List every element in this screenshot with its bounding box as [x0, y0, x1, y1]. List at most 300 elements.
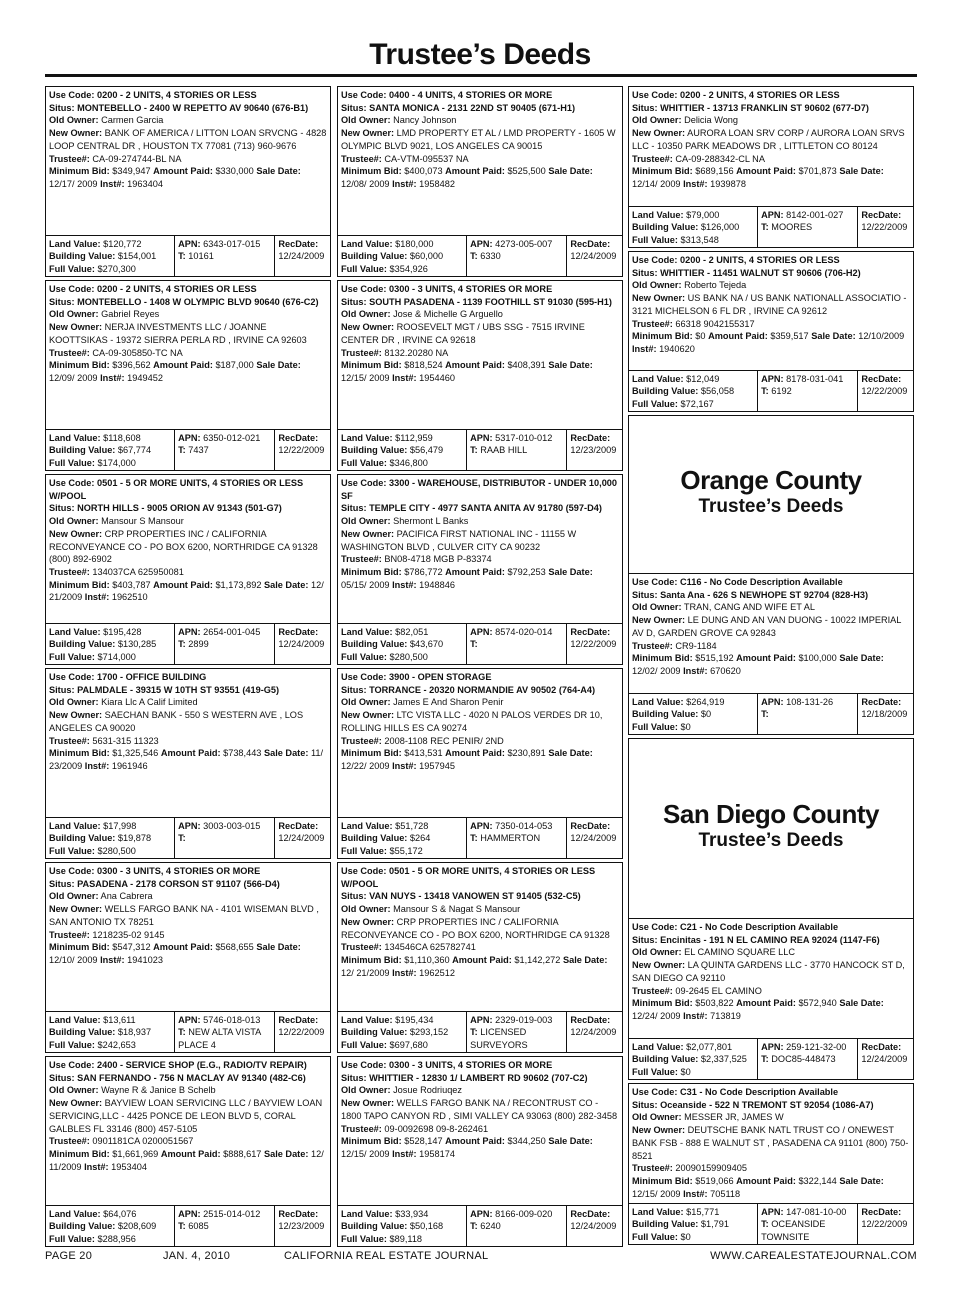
use-code-text: Use Code: 0501 - 5 OR MORE UNITS, 4 STORIES OR LESS W/POOL — [49, 478, 304, 501]
full-value: Full Value: $270,300 — [49, 263, 136, 274]
tract: T: DOC85-448473 — [761, 1054, 836, 1065]
value-cell-recdate — [858, 1204, 913, 1244]
new-owner: New Owner: CRP PROPERTIES INC / CALIFORNIA RECONVEYANCE CO - PO BOX 6200, NORTHRIDGE CA 91328 — [341, 916, 610, 940]
use-code-text: Use Code: 0300 - 3 UNITS, 4 STORIES OR MORE — [49, 866, 261, 876]
full-value-label: Full Value: — [341, 1233, 387, 1244]
situs-text: Situs: Oceanside - 522 N TREMONT ST 92054 (1086-A7) — [632, 1099, 874, 1110]
orange-county-header-subtitle: Trustee’s Deeds — [698, 496, 844, 517]
tract-label: T: — [470, 251, 478, 262]
trustee: Trustee#: 09-0092698 09-8-262461 — [341, 1123, 489, 1134]
full-value-label: Full Value: — [632, 234, 678, 245]
apn: APN: 2329-019-003 — [470, 1015, 553, 1025]
value-cell-apn — [175, 624, 275, 664]
new-owner: New Owner: LE DUNG AND AN VAN DUONG - 10022 IMPERIAL AV D, GARDEN GROVE CA 92843 — [632, 615, 902, 638]
tract: T: NEW ALTA VISTA PLACE 4 — [178, 1027, 261, 1050]
use-code — [341, 283, 619, 296]
value-table — [337, 1205, 623, 1247]
building-value: Building Value: $19,878 — [49, 833, 152, 844]
value-cell-apn — [758, 694, 858, 734]
situs — [341, 502, 619, 515]
amount-paid-label: Amount Paid: — [160, 1148, 221, 1159]
recdate-label: RecDate: — [570, 239, 611, 249]
value-cell-apn — [175, 430, 275, 470]
value-cell-values — [629, 1204, 758, 1244]
recdate-label: RecDate: — [278, 821, 319, 831]
trustee: Trustee#: BN08-4718 MGB P-83374 — [341, 554, 492, 565]
apn-label: APN: — [761, 1207, 784, 1217]
value-cell-recdate — [275, 1206, 330, 1246]
situs-text: Situs: PALMDALE - 39315 W 10TH ST 93551 (419-G5) — [49, 684, 280, 695]
value-table — [628, 206, 914, 248]
trustee-label: Trustee#: — [341, 942, 382, 953]
trustee-label: Trustee#: — [632, 1163, 673, 1174]
value-cell-recdate — [567, 624, 622, 664]
old-owner-label: Old Owner: — [49, 1085, 99, 1096]
old-owner: Old Owner: Roberto Tejeda — [632, 280, 747, 291]
apn: APN: 5317-010-012 — [470, 433, 553, 443]
page-title: Trustee’s Deeds — [369, 38, 591, 71]
san-diego-county-header — [628, 738, 914, 918]
use-code-text: Use Code: 0200 - 2 UNITS, 4 STORIES OR LESS — [632, 255, 840, 265]
building-value: Building Value: $18,937 — [49, 1027, 152, 1038]
full-value: Full Value: $89,118 — [341, 1233, 423, 1244]
use-code — [341, 671, 619, 684]
sale-date-label: Sale Date: — [548, 566, 593, 577]
situs-text: Situs: TEMPLE CITY - 4977 SANTA ANITA AV 91780 (597-D4) — [341, 503, 602, 514]
new-owner: New Owner: NERJA INVESTMENTS LLC / JOANNE KOOTTSIKAS - 19372 SIERRA PERLA RD , IRVINE CA 92603 — [49, 322, 307, 345]
land-value-label: Land Value: — [49, 239, 101, 249]
min-bid-label: Minimum Bid: — [49, 579, 110, 590]
trustee-label: Trustee#: — [49, 347, 90, 358]
apn: APN: 108-131-26 — [761, 697, 834, 707]
use-code — [49, 865, 327, 878]
sale-date-label: Sale Date: — [256, 166, 301, 177]
use-code-text: Use Code: 2400 - SERVICE SHOP (E.G., RADIO/TV REPAIR) — [49, 1060, 307, 1070]
building-value: Building Value: $126,000 — [632, 222, 740, 233]
new-owner-label: New Owner: — [632, 960, 686, 971]
use-code — [49, 671, 327, 684]
tract — [761, 708, 854, 720]
old-owner: Old Owner: EL CAMINO SQUARE LLC — [632, 947, 796, 958]
new-owner: New Owner: LMD PROPERTY ET AL / LMD PROPERTY - 1605 W OLYMPIC BLVD 9021, LOS ANGELES CA 90015 — [341, 128, 616, 151]
full-value: Full Value: $346,800 — [341, 457, 428, 468]
apn: APN: 259-121-32-00 — [761, 1042, 847, 1052]
recdate-label: RecDate: — [278, 1015, 319, 1025]
min-bid-label: Minimum Bid: — [341, 566, 402, 577]
situs — [341, 890, 619, 903]
deed-record — [337, 1056, 623, 1205]
use-code-text: Use Code: 0200 - 2 UNITS, 4 STORIES OR LESS — [49, 90, 257, 100]
full-value-label: Full Value: — [632, 1066, 678, 1077]
apn: APN: 6350-012-021 — [178, 433, 261, 443]
building-value-label: Building Value: — [632, 222, 699, 233]
old-owner-label: Old Owner: — [632, 947, 682, 958]
full-value: Full Value: $72,167 — [632, 398, 714, 409]
old-owner-label: Old Owner: — [49, 115, 99, 126]
inst-label: Inst#: — [84, 1161, 109, 1172]
recdate-label: RecDate: — [570, 1015, 611, 1025]
recdate: 12/24/2009 — [570, 1027, 617, 1038]
use-code — [49, 1059, 327, 1072]
new-owner-label: New Owner: — [49, 528, 103, 539]
apn: APN: 8166-009-020 — [470, 1209, 553, 1219]
situs — [632, 267, 910, 280]
situs-text: Situs: SANTA MONICA - 2131 22ND ST 90405 (671-H1) — [341, 102, 576, 113]
old-owner: Old Owner: Mansour S Mansour — [49, 516, 184, 527]
trustee-label: Trustee#: — [341, 735, 382, 746]
apn-label: APN: — [470, 239, 493, 249]
building-value: Building Value: $56,058 — [632, 386, 735, 397]
san-diego-county-header-subtitle: Trustee’s Deeds — [698, 830, 844, 851]
amount-paid-label: Amount Paid: — [445, 1136, 505, 1147]
value-cell-values — [46, 236, 175, 276]
new-owner: New Owner: WELLS FARGO BANK NA - 4101 WISEMAN BLVD , SAN ANTONIO TX 78251 — [49, 904, 319, 927]
situs-text: Situs: SOUTH PASADENA - 1139 FOOTHILL ST 91030 (595-H1) — [341, 296, 612, 307]
amount-paid-label: Amount Paid: — [736, 653, 796, 664]
sale-date-label: Sale Date: — [839, 166, 884, 177]
sale-date-label: Sale Date: — [839, 1175, 884, 1186]
building-value-label: Building Value: — [49, 639, 116, 650]
full-value: Full Value: $288,956 — [49, 1233, 136, 1244]
building-value: Building Value: $56,479 — [341, 445, 444, 456]
situs-text: Situs: VAN NUYS - 13418 VANOWEN ST 91405 (532-C5) — [341, 891, 581, 902]
value-cell-apn — [175, 1206, 275, 1246]
min-bid-label: Minimum Bid: — [632, 166, 693, 177]
old-owner: Old Owner: Jose & Michelle G Arguello — [341, 309, 503, 320]
trustee: Trustee#: 134546CA 625782741 — [341, 942, 476, 953]
value-table — [628, 1203, 914, 1245]
amount-paid-label: Amount Paid: — [445, 748, 505, 759]
deed-record — [45, 668, 331, 817]
new-owner-label: New Owner: — [632, 1125, 686, 1136]
old-owner-label: Old Owner: — [341, 1085, 391, 1096]
land-value-label: Land Value: — [49, 627, 101, 637]
recdate: 12/22/2009 — [861, 1219, 908, 1230]
situs — [341, 1072, 619, 1085]
building-value-label: Building Value: — [341, 251, 408, 262]
new-owner-label: New Owner: — [632, 293, 686, 304]
tract-label: T: — [178, 1221, 186, 1232]
old-owner-label: Old Owner: — [49, 891, 99, 902]
building-value-label: Building Value: — [341, 445, 408, 456]
bid-line: Minimum Bid: $519,066 Amount Paid: $322,144 Sale Date: 12/15/ 2009 Inst#: 705118 — [632, 1175, 884, 1199]
value-cell-recdate — [275, 818, 330, 858]
use-code-text: Use Code: 0400 - 4 UNITS, 4 STORIES OR MORE — [341, 90, 553, 100]
apn-label: APN: — [178, 627, 201, 637]
min-bid-label: Minimum Bid: — [49, 360, 110, 371]
land-value-label: Land Value: — [49, 1209, 101, 1219]
deed-record — [337, 668, 623, 817]
situs — [341, 296, 619, 309]
value-table — [337, 623, 623, 665]
sale-date-label: Sale Date: — [839, 653, 884, 664]
situs — [49, 1072, 327, 1085]
land-value: Land Value: $33,934 — [341, 1209, 429, 1219]
recdate-label: RecDate: — [278, 627, 319, 637]
use-code-text: Use Code: 0200 - 2 UNITS, 4 STORIES OR LESS — [49, 284, 257, 294]
use-code-text: Use Code: 3300 - WAREHOUSE, DISTRIBUTOR - UNDER 10,000 SF — [341, 478, 618, 501]
trustee-label: Trustee#: — [632, 985, 673, 996]
land-value: Land Value: $120,772 — [49, 239, 142, 249]
tract-label: T: — [761, 1054, 769, 1065]
apn-label: APN: — [470, 627, 493, 637]
use-code-text: Use Code: C31 - No Code Description Available — [632, 1087, 839, 1097]
recdate: 12/24/2009 — [278, 833, 325, 844]
situs — [49, 296, 327, 309]
new-owner-label: New Owner: — [49, 128, 103, 139]
value-cell-values — [46, 1206, 175, 1246]
tract-label: T: — [178, 445, 186, 456]
apn: APN: 147-081-10-00 — [761, 1207, 847, 1217]
amount-paid-label: Amount Paid: — [452, 954, 512, 965]
trustee-label: Trustee#: — [341, 554, 382, 565]
value-cell-values — [338, 1012, 467, 1052]
full-value-label: Full Value: — [49, 457, 95, 468]
recdate: 12/22/2009 — [278, 445, 325, 456]
use-code — [49, 283, 327, 296]
building-value: Building Value: $2,337,525 — [632, 1054, 747, 1065]
apn-label: APN: — [178, 433, 201, 443]
sale-date-label: Sale Date: — [548, 166, 593, 177]
amount-paid-label: Amount Paid: — [736, 998, 796, 1009]
land-value: Land Value: $2,077,801 — [632, 1042, 733, 1052]
land-value: Land Value: $180,000 — [341, 239, 434, 249]
amount-paid-label: Amount Paid: — [736, 1175, 796, 1186]
recdate: 12/24/2009 — [861, 1054, 908, 1065]
amount-paid-label: Amount Paid: — [445, 360, 505, 371]
value-cell-recdate — [275, 1012, 330, 1052]
sale-date-label: Sale Date: — [548, 748, 593, 759]
use-code-text: Use Code: 0501 - 5 OR MORE UNITS, 4 STORIES OR LESS W/POOL — [341, 866, 596, 889]
land-value: Land Value: $264,919 — [632, 697, 725, 707]
new-owner: New Owner: LA QUINTA GARDENS LLC - 3770 HANCOCK ST D, SAN DIEGO CA 92110 — [632, 960, 905, 983]
building-value-label: Building Value: — [341, 833, 408, 844]
recdate-label: RecDate: — [861, 1042, 902, 1052]
recdate: 12/22/2009 — [278, 1027, 325, 1038]
trustee: Trustee#: 8132.20280 NA — [341, 347, 449, 358]
tract: T: 7437 — [178, 445, 209, 456]
full-value-label: Full Value: — [49, 1039, 95, 1050]
building-value: Building Value: $293,152 — [341, 1027, 449, 1038]
land-value: Land Value: $12,049 — [632, 374, 720, 384]
sale-date-label: Sale Date: — [256, 360, 301, 371]
apn: APN: 8142-001-027 — [761, 210, 844, 220]
new-owner: New Owner: WELLS FARGO BANK NA / RECONTRUST CO - 1800 TAPO CANYON RD , SIMI VALLEY CA 93063 (800) 282-3458 — [341, 1098, 618, 1121]
recdate: 12/24/2009 — [278, 251, 325, 262]
apn: APN: 3003-003-015 — [178, 821, 261, 831]
use-code-text: Use Code: 1700 - OFFICE BUILDING — [49, 672, 207, 682]
building-value-label: Building Value: — [632, 386, 699, 397]
value-cell-values — [338, 430, 467, 470]
use-code — [632, 576, 910, 589]
inst-label: Inst#: — [100, 372, 125, 383]
situs — [49, 502, 327, 515]
old-owner: Old Owner: Mansour S & Nagat S Mansour — [341, 904, 521, 915]
deed-record — [45, 280, 331, 429]
new-owner: New Owner: LTC VISTA LLC - 4020 N PALOS VERDES DR 10, ROLLING HILLS ES CA 90274 — [341, 710, 603, 733]
tract — [470, 638, 563, 650]
bid-line: Minimum Bid: $0 Amount Paid: $359,517 Sale Date: 12/10/2009 Inst#: 1940620 — [632, 331, 905, 354]
situs — [632, 102, 910, 115]
inst-label: Inst#: — [392, 178, 417, 189]
old-owner-label: Old Owner: — [632, 1112, 682, 1123]
old-owner: Old Owner: TRAN, CANG AND WIFE ET AL — [632, 602, 815, 613]
tract — [178, 832, 271, 844]
inst-label: Inst#: — [84, 592, 110, 603]
sale-date-label: Sale Date: — [811, 331, 856, 342]
value-cell-recdate — [275, 430, 330, 470]
full-value-label: Full Value: — [341, 263, 387, 274]
sale-date-label: Sale Date: — [256, 942, 301, 953]
old-owner-label: Old Owner: — [49, 516, 99, 527]
new-owner-label: New Owner: — [49, 904, 103, 915]
apn: APN: 7350-014-053 — [470, 821, 553, 831]
use-code-text: Use Code: 3900 - OPEN STORAGE — [341, 672, 492, 682]
new-owner-label: New Owner: — [632, 615, 686, 626]
situs-text: Situs: Encinitas - 191 N EL CAMINO REA 92024 (1147-F6) — [632, 934, 880, 945]
full-value-label: Full Value: — [632, 398, 678, 409]
apn: APN: 2654-001-045 — [178, 627, 261, 637]
amount-paid-label: Amount Paid: — [736, 166, 796, 177]
old-owner: Old Owner: James E And Sharon Penir — [341, 697, 504, 708]
recdate-label: RecDate: — [861, 1207, 902, 1217]
situs-text: Situs: MONTEBELLO - 2400 W REPETTO AV 90640 (676-B1) — [49, 102, 309, 113]
value-cell-recdate — [567, 1012, 622, 1052]
bid-line: Minimum Bid: $786,772 Amount Paid: $792,253 Sale Date: 05/15/ 2009 Inst#: 1948846 — [341, 566, 593, 590]
recdate: 12/18/2009 — [861, 709, 908, 720]
new-owner: New Owner: SAECHAN BANK - 550 S WESTERN AVE , LOS ANGELES CA 90020 — [49, 710, 304, 733]
recdate: 12/24/2009 — [570, 833, 617, 844]
building-value-label: Building Value: — [49, 445, 116, 456]
trustee-label: Trustee#: — [632, 318, 673, 329]
value-cell-apn — [175, 818, 275, 858]
trustee: Trustee#: 0901181CA 0200051567 — [49, 1136, 194, 1147]
old-owner: Old Owner: Josue Rodriuqez — [341, 1085, 463, 1096]
tract: T: 2899 — [178, 639, 209, 650]
land-value-label: Land Value: — [49, 433, 101, 443]
recdate-label: RecDate: — [861, 374, 902, 384]
situs — [632, 1099, 910, 1112]
situs — [632, 589, 910, 602]
min-bid-label: Minimum Bid: — [341, 1136, 402, 1147]
recdate-label: RecDate: — [278, 1209, 319, 1219]
recdate: 12/22/2009 — [861, 386, 908, 397]
trustee-label: Trustee#: — [632, 153, 673, 164]
tract-label: T: — [470, 1221, 478, 1232]
value-cell-values — [46, 430, 175, 470]
building-value-label: Building Value: — [341, 639, 408, 650]
value-table — [337, 1011, 623, 1053]
full-value-label: Full Value: — [341, 457, 387, 468]
full-value-label: Full Value: — [341, 845, 387, 856]
building-value: Building Value: $1,791 — [632, 1219, 730, 1230]
apn-label: APN: — [178, 1209, 201, 1219]
old-owner-label: Old Owner: — [341, 697, 391, 708]
land-value-label: Land Value: — [49, 821, 101, 831]
recdate-label: RecDate: — [861, 697, 902, 707]
sale-date-label: Sale Date: — [263, 748, 309, 759]
apn-label: APN: — [761, 210, 784, 220]
value-table — [45, 817, 331, 859]
recdate: 12/23/2009 — [278, 1221, 325, 1232]
land-value-label: Land Value: — [341, 627, 393, 637]
situs — [49, 878, 327, 891]
apn: APN: 5746-018-013 — [178, 1015, 261, 1025]
trustee-label: Trustee#: — [341, 153, 382, 164]
value-table — [628, 1038, 914, 1080]
trustee: Trustee#: 134037CA 625950081 — [49, 566, 184, 577]
building-value: Building Value: $208,609 — [49, 1221, 157, 1232]
deed-record — [337, 862, 623, 1011]
deed-record — [45, 862, 331, 1011]
land-value-label: Land Value: — [341, 1209, 393, 1219]
apn-label: APN: — [761, 697, 784, 707]
tract: T: 6330 — [470, 251, 501, 262]
recdate-label: RecDate: — [861, 210, 902, 220]
inst-label: Inst#: — [392, 760, 417, 771]
value-cell-recdate — [567, 1206, 622, 1246]
use-code — [341, 477, 619, 502]
old-owner-label: Old Owner: — [632, 280, 682, 291]
land-value: Land Value: $79,000 — [632, 210, 720, 220]
deed-record — [45, 1056, 331, 1205]
tract: T: 6192 — [761, 386, 792, 397]
full-value: Full Value: $280,500 — [341, 651, 428, 662]
tract-label: T: — [761, 386, 769, 397]
value-cell-values — [46, 1012, 175, 1052]
land-value-label: Land Value: — [341, 821, 393, 831]
value-cell-recdate — [275, 236, 330, 276]
new-owner-label: New Owner: — [341, 128, 395, 139]
use-code-text: Use Code: C116 - No Code Description Available — [632, 577, 843, 587]
apn-label: APN: — [178, 239, 201, 249]
building-value-label: Building Value: — [341, 1221, 408, 1232]
use-code-text: Use Code: 0200 - 2 UNITS, 4 STORIES OR LESS — [632, 90, 840, 100]
value-cell-recdate — [275, 624, 330, 664]
trustee-label: Trustee#: — [49, 566, 90, 577]
min-bid-label: Minimum Bid: — [49, 748, 110, 759]
value-cell-values — [338, 624, 467, 664]
situs-text: Situs: Santa Ana - 626 S NEWHOPE ST 92704 (828-H3) — [632, 589, 869, 600]
tract: T: 10161 — [178, 251, 214, 262]
trustee: Trustee#: CA-VTM-095537 NA — [341, 153, 469, 164]
new-owner-label: New Owner: — [341, 916, 395, 927]
apn-label: APN: — [470, 821, 493, 831]
recdate-label: RecDate: — [278, 239, 319, 249]
land-value-label: Land Value: — [341, 1015, 393, 1025]
tract-label: T: — [761, 222, 769, 233]
land-value-label: Land Value: — [341, 239, 393, 249]
building-value-label: Building Value: — [49, 1221, 116, 1232]
trustee-label: Trustee#: — [632, 640, 673, 651]
use-code-text: Use Code: 0300 - 3 UNITS, 4 STORIES OR MORE — [341, 1060, 553, 1070]
deed-record — [628, 86, 914, 206]
footer-website: WWW.CAREALESTATEJOURNAL.COM — [710, 1250, 917, 1262]
new-owner: New Owner: US BANK NA / US BANK NATIONALL ASSOCIATIO - 3121 MICHELSON 6 FL DR , IRVINE CA 92612 — [632, 293, 907, 316]
old-owner-label: Old Owner: — [632, 115, 682, 126]
situs-text: Situs: NORTH HILLS - 9005 ORION AV 91343 (501-G7) — [49, 503, 282, 514]
value-table — [45, 1205, 331, 1247]
use-code — [632, 1086, 910, 1099]
apn-label: APN: — [761, 1042, 784, 1052]
bid-line: Minimum Bid: $528,147 Amount Paid: $344,250 Sale Date: 12/15/ 2009 Inst#: 1958174 — [341, 1136, 593, 1159]
new-owner-label: New Owner: — [49, 322, 103, 333]
building-value: Building Value: $0 — [632, 709, 712, 720]
old-owner: Old Owner: Carmen Garcia — [49, 115, 164, 126]
tract-label: T: — [178, 639, 186, 650]
land-value-label: Land Value: — [632, 1042, 684, 1052]
tract-label: T: — [470, 445, 478, 456]
